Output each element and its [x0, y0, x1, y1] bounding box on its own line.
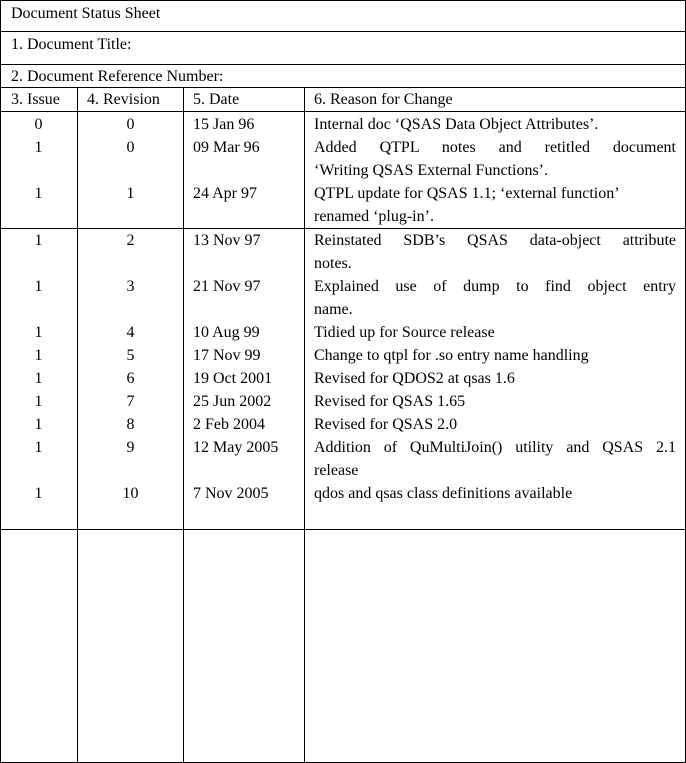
table-row-reason: [314, 321, 676, 344]
table-row-date: 19 Oct 2001: [193, 370, 273, 387]
table-row-revision: 4: [126, 324, 135, 341]
reason-line: Internal doc ‘QSAS Data Object Attributes’.: [314, 116, 599, 133]
table-row-issue: 1: [34, 232, 43, 249]
column-header-issue: 3. Issue: [11, 91, 60, 108]
table-row-revision: 6: [126, 370, 135, 387]
table-row-issue: 1: [34, 416, 43, 433]
table-row-issue: 0: [34, 116, 43, 133]
table-row-reason: [314, 275, 676, 321]
table-row-issue: 1: [34, 370, 43, 387]
reason-line: qdos and qsas class definitions available: [314, 485, 573, 502]
rule-after-column-headers: [0, 111, 686, 112]
table-row-issue: 1: [34, 278, 43, 295]
table-row-date: 2 Feb 2004: [193, 416, 265, 433]
table-row-reason: [314, 390, 676, 413]
table-row-issue: 1: [34, 324, 43, 341]
table-row-reason: [314, 113, 676, 136]
table-row-reason: [314, 182, 676, 228]
reason-line: Added QTPL notes and retitled document: [314, 139, 676, 156]
table-row-issue: 1: [34, 393, 43, 410]
table-row-date: 13 Nov 97: [193, 232, 261, 249]
table-row-reason: [314, 436, 676, 482]
reason-line: Tidied up for Source release: [314, 324, 495, 341]
table-row-date: 17 Nov 99: [193, 347, 261, 364]
column-header-date: 5. Date: [193, 91, 240, 108]
table-row-revision: 7: [126, 393, 135, 410]
reason-line: Revised for QSAS 1.65: [314, 393, 466, 410]
table-row-reason: [314, 229, 676, 275]
column-header-reason: 6. Reason for Change: [314, 91, 453, 108]
column-separator-date: [304, 87, 305, 763]
table-row-reason: [314, 344, 676, 367]
reason-line: QTPL update for QSAS 1.1; ‘external function’: [314, 185, 620, 202]
reason-line: notes.: [314, 255, 352, 272]
column-header-revision: 4. Revision: [87, 91, 160, 108]
table-row-revision: 5: [126, 347, 135, 364]
table-row-date: 09 Mar 96: [193, 139, 260, 156]
reason-line: Explained use of dump to find object entry: [314, 278, 676, 295]
table-row-issue: 1: [34, 485, 43, 502]
table-row-revision: 10: [122, 485, 139, 502]
table-row-date: 10 Aug 99: [193, 324, 260, 341]
table-row-date: 25 Jun 2002: [193, 393, 272, 410]
reference-number-label: 2. Document Reference Number:: [11, 68, 224, 85]
reason-line: Revised for QSAS 2.0: [314, 416, 458, 433]
table-row-date: 7 Nov 2005: [193, 485, 269, 502]
rule-top: [0, 0, 686, 1]
table-row-revision: 2: [126, 232, 135, 249]
reason-line: Change to qtpl for .so entry name handling: [314, 347, 589, 364]
rule-mid-2: [0, 529, 686, 530]
reason-line: ‘Writing QSAS External Functions’.: [314, 162, 548, 179]
table-row-reason: [314, 413, 676, 436]
reason-line: release: [314, 462, 359, 479]
table-row-revision: 0: [126, 139, 135, 156]
table-row-revision: 3: [126, 278, 135, 295]
sheet-title: Document Status Sheet: [11, 5, 161, 22]
table-row-reason: [314, 136, 676, 182]
document-title-label: 1. Document Title:: [11, 36, 132, 53]
reason-line: name.: [314, 301, 353, 318]
table-row-reason: [314, 482, 676, 505]
table-row-revision: 0: [126, 116, 135, 133]
reason-line: Reinstated SDB’s QSAS data-object attribute: [314, 232, 676, 249]
rule-after-sheet-title: [0, 31, 686, 32]
column-separator-revision: [183, 87, 184, 763]
table-row-date: 21 Nov 97: [193, 278, 261, 295]
reason-line: renamed ‘plug-in’.: [314, 208, 434, 225]
table-row-date: 24 Apr 97: [193, 185, 257, 202]
table-row-revision: 1: [126, 185, 135, 202]
table-row-issue: 1: [34, 347, 43, 364]
reason-line: Addition of QuMultiJoin() utility and QSAS 2.1: [314, 439, 676, 456]
table-row-issue: 1: [34, 185, 43, 202]
table-row-reason: [314, 367, 676, 390]
table-row-revision: 8: [126, 416, 135, 433]
table-row-revision: 9: [126, 439, 135, 456]
reason-line: Revised for QDOS2 at qsas 1.6: [314, 370, 515, 387]
table-row-date: 15 Jan 96: [193, 116, 255, 133]
table-row-issue: 1: [34, 139, 43, 156]
table-row-date: 12 May 2005: [193, 439, 279, 456]
table-row-issue: 1: [34, 439, 43, 456]
